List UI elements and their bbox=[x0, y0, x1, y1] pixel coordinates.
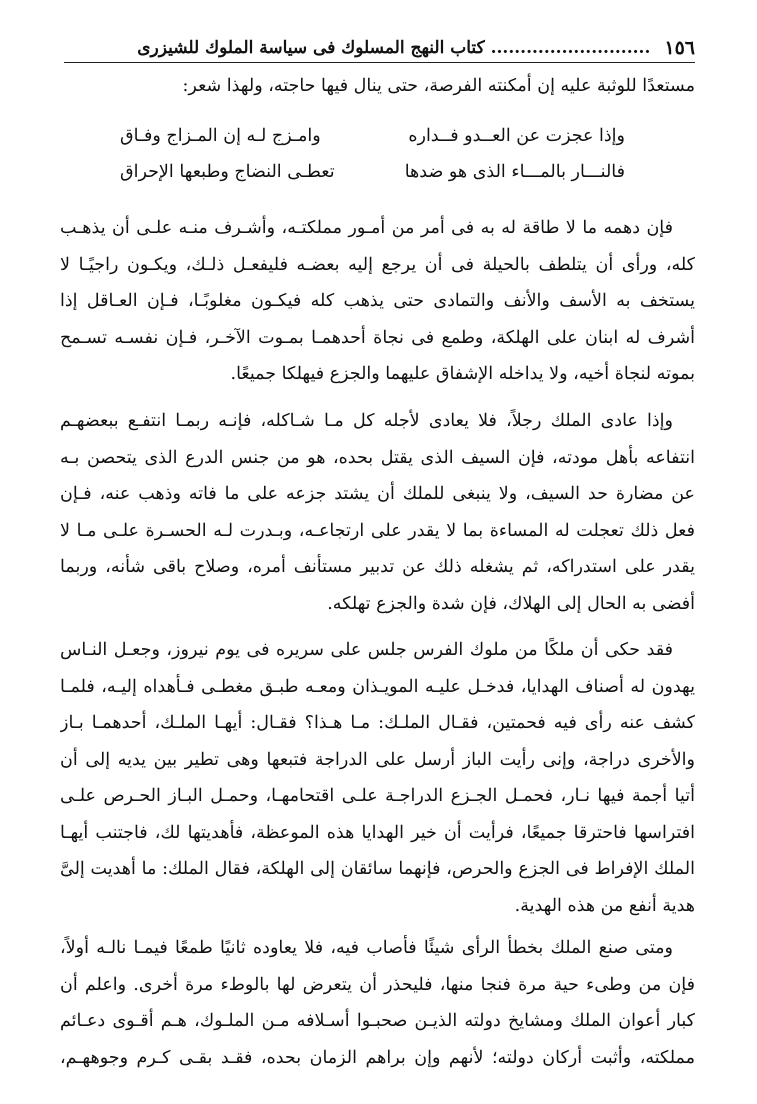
running-title: ........................... كتاب النهج المسلوك فى سياسة الملوك للشيزرى bbox=[137, 38, 651, 58]
text-line: هدية أنفع من هذه الهدية. bbox=[514, 895, 695, 916]
text-line: عن مضارة حد السيف، ولا ينبغى للملك أن يشتد جزعه على ما فاته وذهب عنه، فـإن bbox=[60, 484, 695, 504]
verse-first-hemistich: وإذا عجزت عن العــدو فــداره bbox=[408, 126, 625, 146]
text-line: انتفاعه بأهل مودته، فإن السيف الذى يقتل بحده، هو من جنس الدرع الذى يتحصن بـه bbox=[60, 447, 695, 468]
text-line: يقدر على استدراكه، ثم يشغله ذلك عن تدبير مستأنف أمره، وصلاح باقى شأنه، وربما bbox=[60, 557, 695, 577]
text-line: فإن دهمه ما لا طاقة له به فى أمر من أمـور مملكتـه، وأشـرف منـه علـى أن يذهـب bbox=[60, 218, 673, 238]
text-line: يهدون له أصناف الهدايا، فدخـل عليـه المويـذان ومعـه طبـق مغطـى فـأهداه إليـه، فلمـا bbox=[60, 676, 695, 697]
paragraph-3 bbox=[60, 632, 695, 924]
text-line: أشرف له ابنان على الهلكة، وطمع فى نجاة أحدهمـا بمـوت الآخـر، فـإن نفسـه تسـمح bbox=[60, 327, 695, 348]
paragraph-2 bbox=[60, 403, 695, 622]
verse-first-hemistich: فالنـــار بالمـــاء الذى هو ضدها bbox=[404, 162, 625, 182]
verse-line bbox=[120, 154, 625, 190]
text-line: مستعدًا للوثبة عليه إن أمكنته الفرصة، حتى ينال فيها حاجته، ولهذا شعر: bbox=[182, 76, 695, 96]
text-line: كله، ورأى أن يتلطف بالحيلة فى أن يرجع إليه بعضـه فليفعـل ذلـك، ويكـون راجيًـا لا bbox=[60, 254, 695, 275]
text-line: بموته لنجاة أخيه، ولا يداخله الإشفاق عليهما والجزع فيهلكا جميعًا. bbox=[230, 364, 695, 384]
text-line: أتيا أجمة فيها نـار، فحمـل الجـزع الدراجـة علـى اقتحامهـا، وحمـل البـاز الحـرص علـى bbox=[60, 786, 695, 806]
text-line: فإن من وطىء حية مرة فنجا منها، فليحذر أن يتعرض لها بالوطء مرة أخرى. واعلم أن bbox=[60, 974, 695, 995]
verse-second-hemistich: وامـزج لـه إن المـزاج وفـاق bbox=[120, 126, 321, 146]
paragraph-4 bbox=[60, 930, 695, 1076]
intro-line bbox=[60, 68, 695, 105]
text-line: والأخرى دراجة، وإنى رأيت الباز أرسل على الدراجة فتبعها وهى تطير بين يديه إلى أن bbox=[60, 749, 695, 770]
page-number: ١٥٦ bbox=[664, 37, 695, 59]
text-line: افتراسها فاحترقا جميعًا، فرأيت أن خير الهدايا هذه الموعظة، فأهديتها لك، فاجتنب أيهـا bbox=[60, 822, 695, 843]
text-line: فعل ذلك تعجلت له المساءة بما لا يقدر على ارتجاعـه، وبـدرت لـه الحسـرة علـى مـا لا bbox=[60, 520, 695, 541]
text-line: مملكته، وأثبت أركان دولته؛ لأنهم وإن براهم الزمان بحده، فقـد بقـى كـرم وجوههـم، bbox=[60, 1047, 695, 1068]
verse-second-hemistich: تعطـى النضاج وطبعها الإحراق bbox=[120, 162, 335, 182]
verse-line bbox=[120, 118, 625, 154]
poem bbox=[120, 118, 625, 190]
paragraph-1 bbox=[60, 210, 695, 393]
text-line: فقد حكى أن ملكًا من ملوك الفرس جلس على سريره فى يوم نيروز، وجعـل النـاس bbox=[60, 640, 673, 660]
text-line: ومتى صنع الملك بخطأ الرأى شيئًا فأصاب فيه، فلا يعاوده ثانيًا طمعًا فيمـا نالـه أولاً، bbox=[60, 938, 673, 958]
text-line: يستخف به الأسف والأنف والتمادى حتى يذهب كله فيكـون مغلوبًـا، فـإن العـاقل إذا bbox=[60, 291, 695, 311]
text-line: الملك الإفراط فى الجزع والحرص، فإنهما سائقان إلى الهلكة، فقال الملك: ما أهديت إلىَّ bbox=[60, 859, 695, 879]
text-line: كبار أعوان الملك ومشايخ دولته الذيـن صحبـوا أسـلافه مـن الملـوك، هـم أقـوى دعـائم bbox=[60, 1011, 695, 1031]
text-line: وإذا عادى الملك رجلاً، فلا يعادى لأجله كل مـا شـاكله، فإنـه ربمـا انتفـع ببعضهـم bbox=[60, 411, 673, 431]
text-line: كشف عنه رأى فيه فحمتين، فقـال الملـك: مـا هـذا؟ فقـال: أيهـا الملـك، أحدهمـا بـاز bbox=[60, 713, 695, 733]
running-header bbox=[64, 34, 695, 62]
header-rule bbox=[64, 62, 695, 63]
text-line: أفضى به الحال إلى الهلاك، فإن شدة والجزع تهلكه. bbox=[327, 593, 695, 614]
